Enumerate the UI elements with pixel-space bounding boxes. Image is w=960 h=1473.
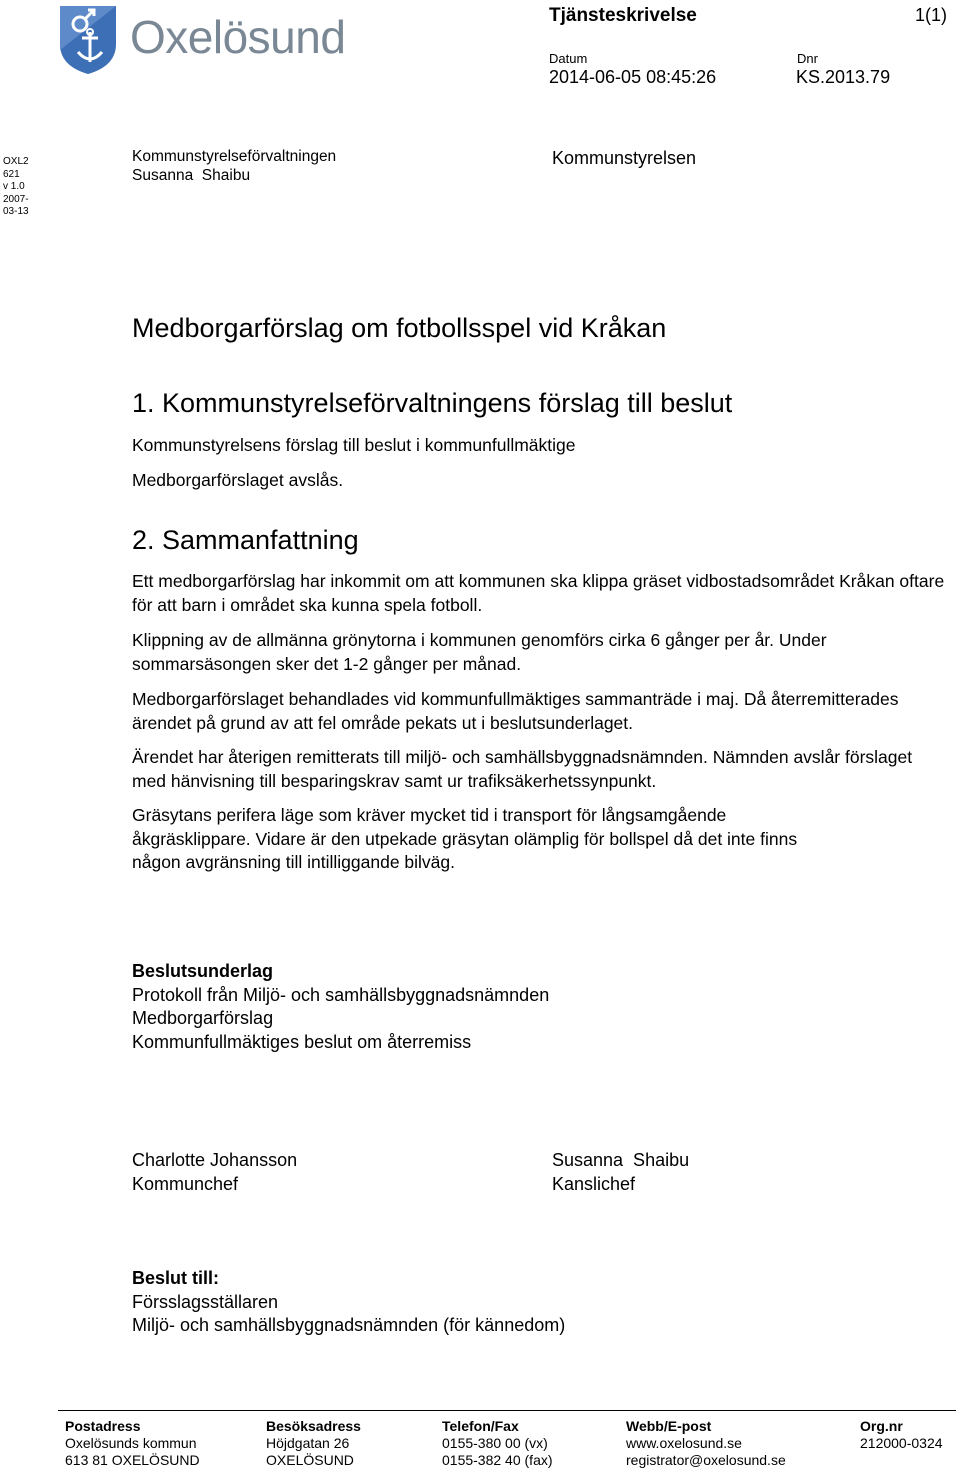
section-1-line: Kommunstyrelsens förslag till beslut i kommunfullmäktige: [132, 435, 576, 455]
signature-block: [552, 1149, 689, 1196]
distribution-list: [132, 1267, 565, 1338]
summary-paragraph: Klippning av de allmänna grönytorna i kommunen genomförs cirka 6 gånger per år. Under sommarsäsongen sker det 1-2 gånger per månad.: [132, 630, 827, 674]
footer-visit: [266, 1418, 361, 1469]
document-type: Tjänsteskrivelse: [549, 5, 697, 26]
dnr-value: KS.2013.79: [796, 67, 891, 87]
footer-value: Höjdgatan 26: [266, 1435, 350, 1451]
sender-org: Kommunstyrelseförvaltningen: [132, 148, 337, 165]
section-2-heading: 2. Sammanfattning: [132, 525, 359, 555]
footer-label: Webb/E-post: [626, 1418, 712, 1434]
footer-label: Telefon/Fax: [442, 1418, 519, 1434]
sender-block: [132, 147, 336, 185]
distribution-item: Försslagsställaren: [132, 1291, 279, 1312]
sender-person: Susanna Shaibu: [132, 167, 251, 184]
date-label: Datum: [549, 51, 588, 66]
municipality-logo: [58, 4, 388, 78]
footer-value: 212000-0324: [860, 1435, 943, 1451]
footer-value: OXELÖSUND: [266, 1452, 354, 1468]
footer-value: registrator@oxelosund.se: [626, 1452, 786, 1468]
footer-label: Besöksadress: [266, 1418, 361, 1434]
summary-paragraph: Gräsytans perifera läge som kräver mycket tid i transport för långsamgående åkgräsklippare. Vidare är den utpekade gräsytan olämplig för bollspel då det inte finns någon avgränsning till intilliggande bilväg.: [132, 805, 798, 872]
decision-basis-item: Kommunfullmäktiges beslut om återremiss: [132, 1031, 472, 1052]
footer-postal: [65, 1418, 200, 1469]
footer-divider: [58, 1410, 956, 1411]
decision-basis-item: Protokoll från Miljö- och samhällsbyggnadsnämnden: [132, 984, 550, 1005]
dnr-label: Dnr: [797, 51, 818, 66]
decision-basis-heading: Beslutsunderlag: [132, 961, 274, 981]
summary-paragraph: Ett medborgarförslag har inkommit om att kommunen ska klippa gräset vidbostadsområdet Kråkan oftare för att barn i området ska kunna spela fotboll.: [132, 571, 945, 615]
footer-value: Oxelösunds kommun: [65, 1435, 197, 1451]
footer-label: Postadress: [65, 1418, 141, 1434]
document-title: Medborgarförslag om fotbollsspel vid Kråkan: [132, 313, 667, 343]
signatory-role: Kanslichef: [552, 1173, 636, 1194]
summary-paragraph: Medborgarförslaget behandlades vid kommunfullmäktiges sammanträde i maj. Då återremitterades ärendet på grund av att fel område pekats ut i beslutsunderlaget.: [132, 689, 899, 733]
form-code-line: OXL2: [3, 156, 29, 167]
logo-wordmark: Oxelösund: [130, 11, 346, 63]
date-value: 2014-06-05 08:45:26: [549, 67, 717, 87]
recipient: Kommunstyrelsen: [552, 148, 697, 168]
coat-of-arms-icon: [58, 4, 118, 76]
page-number: 1(1): [915, 5, 948, 25]
footer-phone: [442, 1418, 553, 1469]
footer-web: [626, 1418, 786, 1469]
form-code-line: 03-13: [3, 206, 29, 217]
form-code-line: 621: [3, 168, 20, 180]
summary-paragraph: Ärendet har återigen remitterats till miljö- och samhällsbyggnadsnämnden. Nämnden avslår förslaget med hänvisning till besparingskrav samt ur trafiksäkerhetssynpunkt.: [132, 747, 913, 791]
footer-value: 0155-380 00 (vx): [442, 1435, 548, 1451]
footer-orgnr: [860, 1418, 943, 1452]
footer-label: Org.nr: [860, 1418, 903, 1434]
footer-value: 613 81 OXELÖSUND: [65, 1452, 200, 1468]
distribution-heading: Beslut till:: [132, 1268, 220, 1288]
footer-value: www.oxelosund.se: [626, 1435, 742, 1451]
form-code-line: v 1.0: [3, 181, 25, 192]
signatory-name: Charlotte Johansson: [132, 1150, 298, 1170]
footer-value: 0155-382 40 (fax): [442, 1452, 553, 1468]
form-code: [3, 156, 33, 219]
decision-basis: [132, 960, 549, 1054]
form-code-line: 2007-: [3, 193, 29, 205]
section-1-heading: 1. Kommunstyrelseförvaltningens förslag till beslut: [132, 388, 733, 418]
signatory-name: Susanna Shaibu: [552, 1150, 690, 1170]
signature-block: [132, 1149, 297, 1196]
signatory-role: Kommunchef: [132, 1173, 239, 1194]
distribution-item: Miljö- och samhällsbyggnadsnämnden (för kännedom): [132, 1315, 566, 1335]
decision-basis-item: Medborgarförslag: [132, 1008, 274, 1028]
section-1-line: Medborgarförslaget avslås.: [132, 470, 344, 490]
